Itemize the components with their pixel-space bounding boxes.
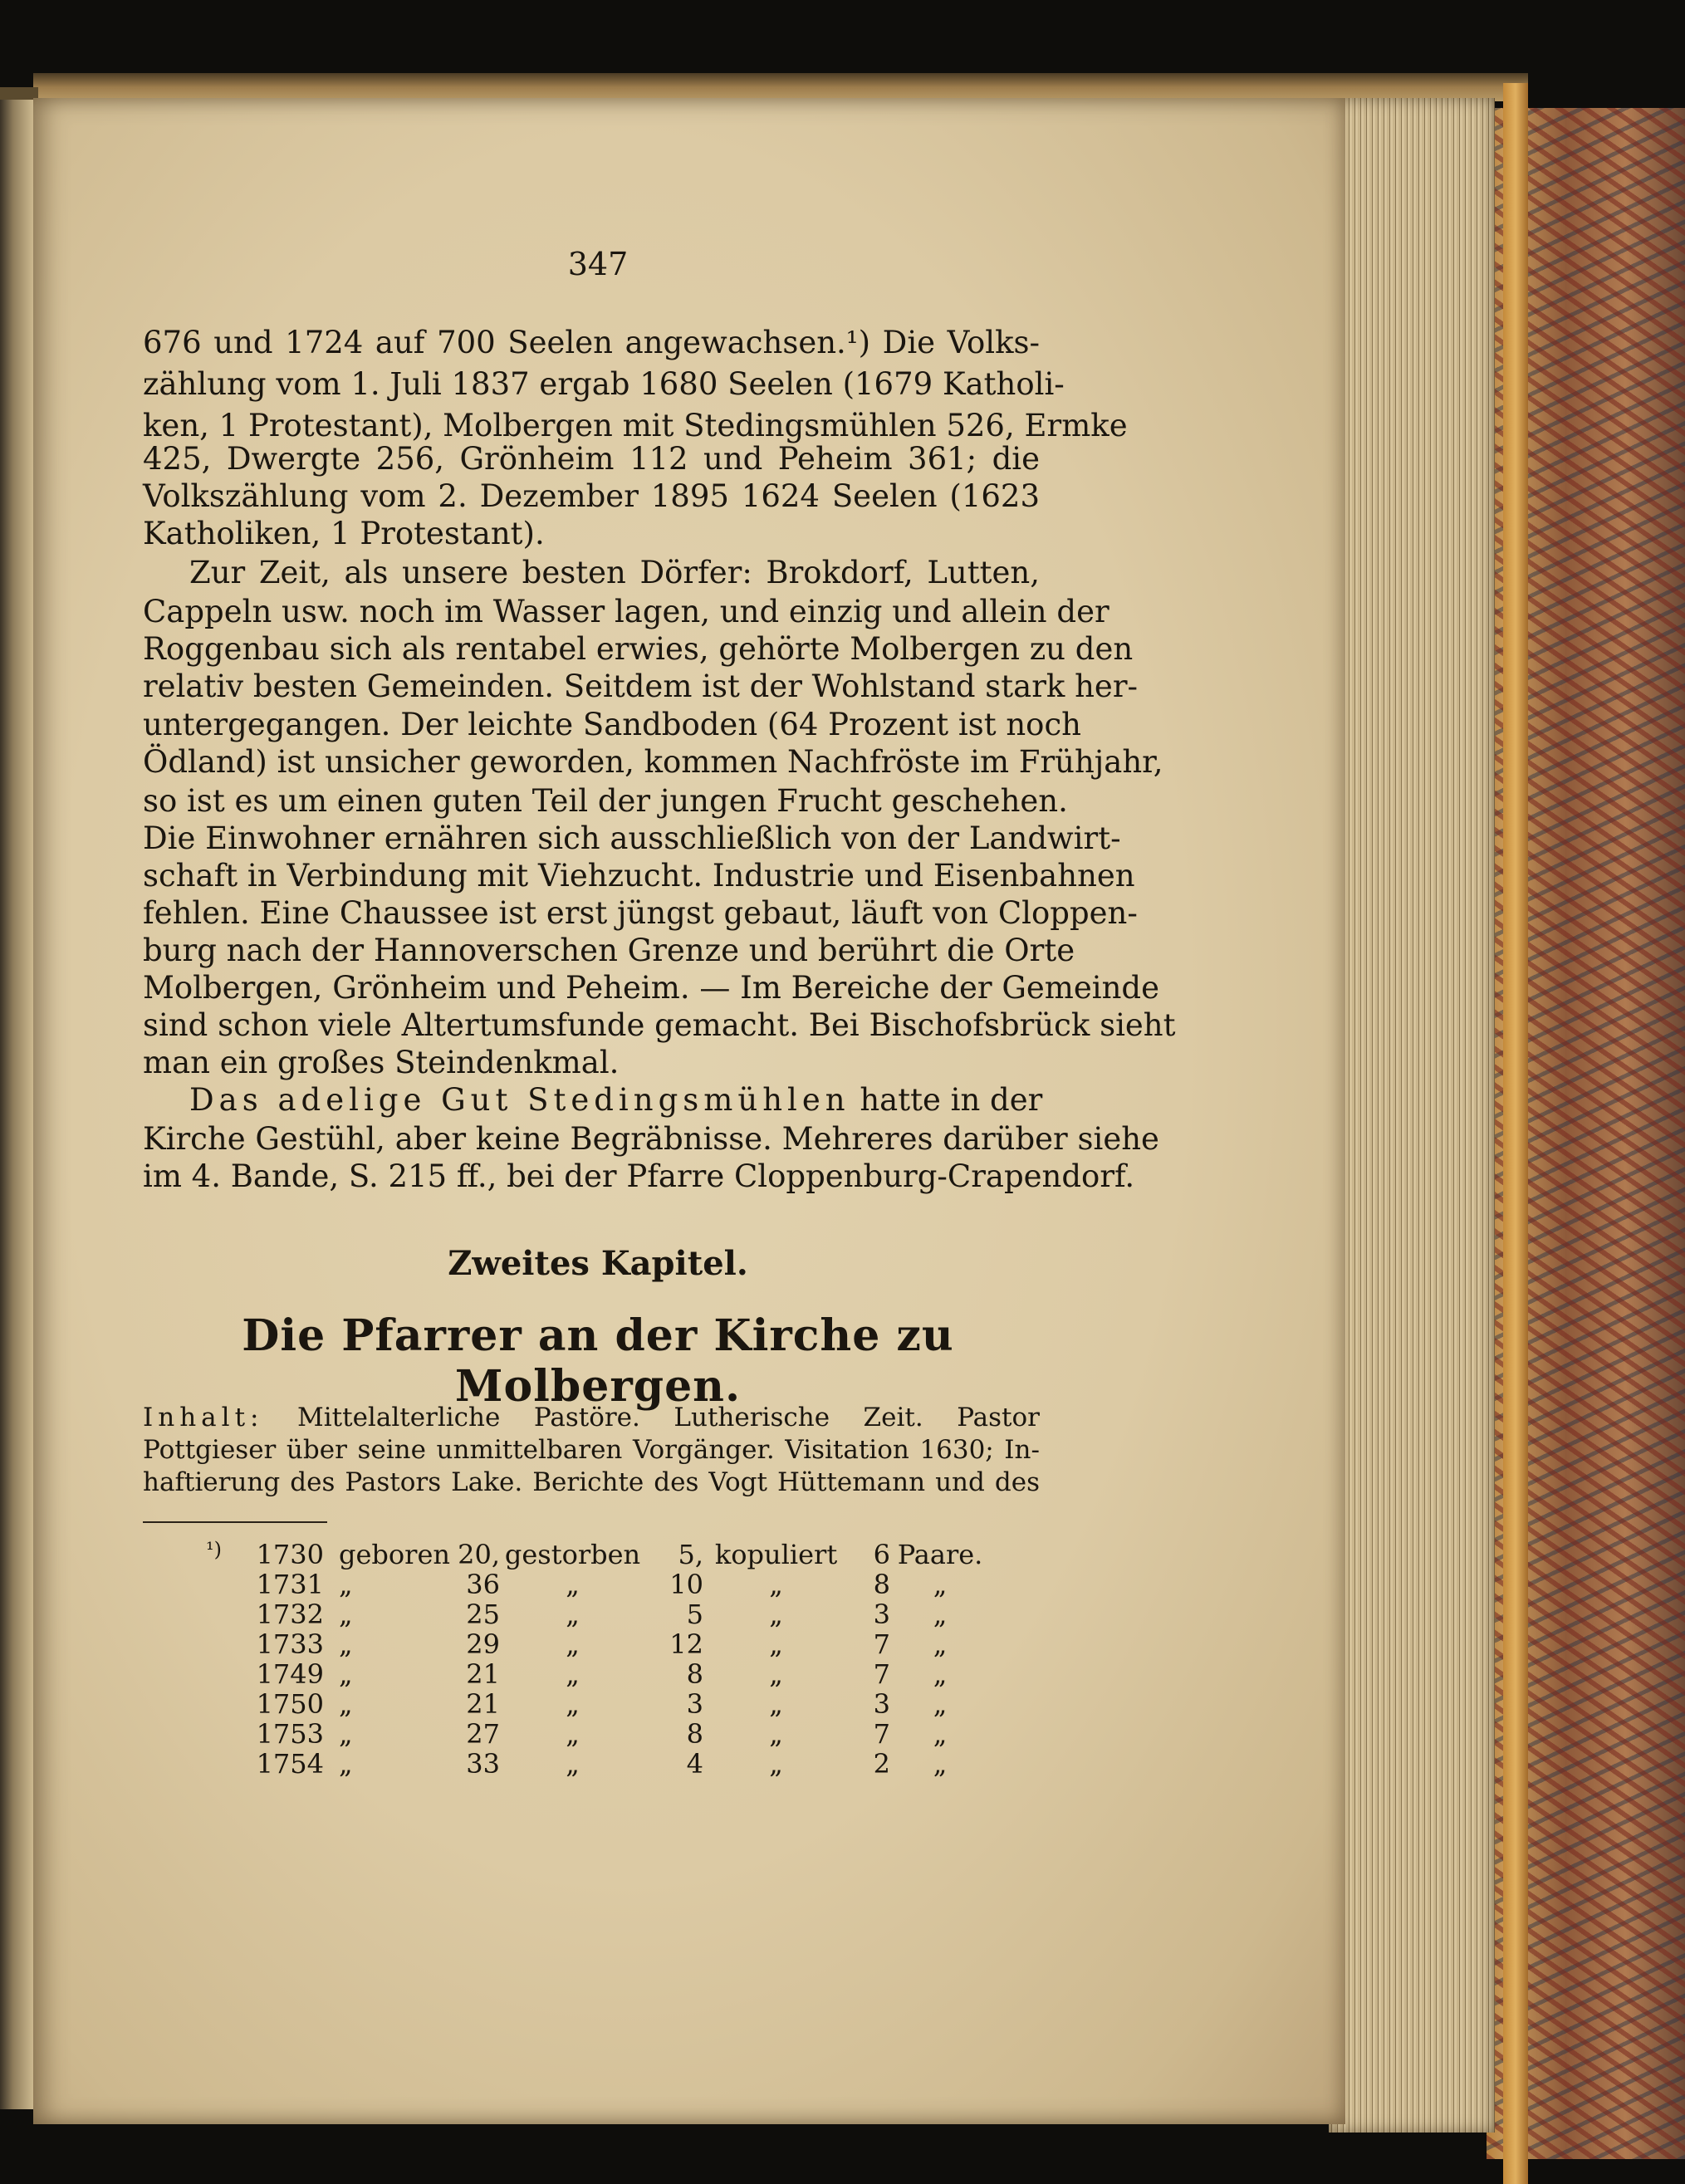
summary-line (143, 1402, 1040, 1433)
text-span: Mittelalterliche Pastöre. Lutherische Zeit. Pastor (263, 1403, 1040, 1432)
footnote-cell-n3: 7 (873, 1658, 891, 1690)
footnote-cell-l3: „ (769, 1599, 783, 1630)
footnote-cell-l4: „ (933, 1718, 948, 1750)
text-line: schaft in Verbindung mit Viehzucht. Industrie und Eisenbahnen (143, 858, 1135, 894)
footnote-cell-l3: „ (769, 1569, 783, 1600)
text-line: Molbergen, Grönheim und Peheim. — Im Bereiche der Gemeinde (143, 970, 1159, 1006)
footnote-table (233, 1540, 990, 1779)
footnote-cell-n3: 6 (873, 1539, 891, 1570)
page-number: 347 (567, 246, 629, 282)
footnote-row (233, 1689, 990, 1719)
footnote-cell-n2: 5 (686, 1599, 704, 1630)
footnote-cell-n2: 10 (669, 1569, 704, 1600)
footnote-cell-year: 1749 (256, 1658, 324, 1690)
footnote-cell-l1: „ (339, 1688, 353, 1720)
footnote-cell-n1: 20, (458, 1539, 501, 1570)
text-line (189, 1080, 1043, 1121)
footnote-cell-l3: kopuliert (714, 1539, 838, 1570)
text-line: Zur Zeit, als unsere besten Dörfer: Brokdorf, Lutten, (189, 555, 1040, 590)
footnote-cell-year: 1732 (256, 1599, 324, 1630)
footnote-cell-n3: 7 (873, 1628, 891, 1660)
summary-line: haftierung des Pastors Lake. Berichte des Vogt Hüttemann und des (143, 1467, 1040, 1497)
chapter-title: Die Pfarrer an der Kirche zu Molbergen. (242, 1310, 954, 1412)
text-line: Roggenbau sich als rentabel erwies, gehörte Molbergen zu den (143, 631, 1134, 667)
footnote-cell-l4: „ (933, 1658, 948, 1690)
footnote-cell-n2: 5, (678, 1539, 704, 1570)
footnote-cell-n2: 4 (686, 1748, 704, 1780)
text-line: man ein großes Steindenkmal. (143, 1045, 620, 1080)
footnote-cell-n1: 36 (466, 1569, 501, 1600)
footnote-cell-l1: „ (339, 1658, 353, 1690)
footnote-cell-l2: „ (566, 1599, 580, 1630)
text-line: zählung vom 1. Juli 1837 ergab 1680 Seelen (1679 Katholi- (143, 366, 1065, 402)
footnote-cell-l1: geboren (339, 1539, 451, 1570)
footnote-row (233, 1599, 990, 1629)
text-span: hatte in der (850, 1082, 1043, 1118)
footnote-cell-l4: Paare. (897, 1539, 983, 1570)
footnote-cell-n2: 12 (669, 1628, 704, 1660)
footnote-cell-l2: „ (566, 1748, 580, 1780)
footnote-cell-year: 1733 (256, 1628, 324, 1660)
footnote-cell-n3: 2 (873, 1748, 891, 1780)
footnote-cell-l1: „ (339, 1569, 353, 1600)
text-line: Volkszählung vom 2. Dezember 1895 1624 Seelen (1623 (143, 478, 1040, 514)
footnote-cell-l2: „ (566, 1688, 580, 1720)
footnote-cell-l1: „ (339, 1599, 353, 1630)
footnote-row (233, 1719, 990, 1749)
footnote-cell-year: 1731 (256, 1569, 324, 1600)
footnote-marker: ¹) (206, 1538, 222, 1561)
text-line: Kirche Gestühl, aber keine Begräbnisse. Mehreres darüber siehe (143, 1121, 1159, 1157)
footnote-cell-n1: 33 (466, 1748, 501, 1780)
text-line: im 4. Bande, S. 215 ff., bei der Pfarre Cloppenburg-Crapendorf. (143, 1158, 1135, 1194)
text-line: fehlen. Eine Chaussee ist erst jüngst gebaut, läuft von Cloppen- (143, 895, 1138, 931)
footnote-cell-l2: gestorben (504, 1539, 641, 1570)
footnote-row (233, 1569, 990, 1599)
summary-label: Inhalt: (143, 1403, 264, 1432)
footnote-cell-n3: 3 (873, 1688, 891, 1720)
footnote-cell-l1: „ (339, 1748, 353, 1780)
footnote-cell-n1: 25 (466, 1599, 501, 1630)
footnote-cell-n3: 3 (873, 1599, 891, 1630)
footnote-cell-l4: „ (933, 1688, 948, 1720)
footnote-cell-l2: „ (566, 1569, 580, 1600)
text-line: ken, 1 Protestant), Molbergen mit Stedingsmühlen 526, Ermke (143, 408, 1128, 443)
chapter-label: Zweites Kapitel. (448, 1244, 748, 1283)
footnote-rule (143, 1521, 327, 1523)
text-line: Ödland) ist unsicher geworden, kommen Nachfröste im Frühjahr, (143, 744, 1163, 780)
text-line: sind schon viele Altertumsfunde gemacht. Bei Bischofsbrück sieht (143, 1007, 1176, 1043)
footnote-cell-l4: „ (933, 1599, 948, 1630)
text-line: untergegangen. Der leichte Sandboden (64 Prozent ist noch (143, 707, 1081, 742)
text-line: Katholiken, 1 Protestant). (143, 516, 545, 551)
footnote-cell-l2: „ (566, 1718, 580, 1750)
footnote-cell-l2: „ (566, 1628, 580, 1660)
footnote-cell-l3: „ (769, 1628, 783, 1660)
summary-line: Pottgieser über seine unmittelbaren Vorgänger. Visitation 1630; In- (143, 1435, 1040, 1465)
footnote-cell-l4: „ (933, 1628, 948, 1660)
footnote-cell-n1: 21 (466, 1688, 501, 1720)
footnote-cell-n2: 8 (686, 1718, 704, 1750)
footnote-row (233, 1659, 990, 1689)
footnote-cell-n1: 27 (466, 1718, 501, 1750)
text-line: relativ besten Gemeinden. Seitdem ist der Wohlstand stark her- (143, 668, 1139, 704)
footnote-cell-l3: „ (769, 1658, 783, 1690)
text-line: so ist es um einen guten Teil der jungen Frucht geschehen. (143, 783, 1068, 819)
footnote-cell-l3: „ (769, 1688, 783, 1720)
text-line: 676 und 1724 auf 700 Seelen angewachsen.¹) Die Volks- (143, 325, 1040, 360)
footnote-cell-n1: 21 (466, 1658, 501, 1690)
spaced-emphasis: Das adelige Gut Stedingsmühlen (189, 1082, 850, 1118)
footnote-cell-year: 1750 (256, 1688, 324, 1720)
text-line: burg nach der Hannoverschen Grenze und berührt die Orte (143, 933, 1075, 968)
footnote-cell-n2: 8 (686, 1658, 704, 1690)
footnote-cell-l1: „ (339, 1628, 353, 1660)
text-line: Cappeln usw. noch im Wasser lagen, und einzig und allein der (143, 594, 1109, 629)
footnote-cell-l4: „ (933, 1748, 948, 1780)
footnote-cell-l4: „ (933, 1569, 948, 1600)
text-line: 425, Dwergte 256, Grönheim 112 und Peheim 361; die (143, 441, 1040, 477)
footnote-cell-n3: 7 (873, 1718, 891, 1750)
footnote-cell-l1: „ (339, 1718, 353, 1750)
footnote-cell-year: 1754 (256, 1748, 324, 1780)
footnote-cell-l2: „ (566, 1658, 580, 1690)
footnote-row (233, 1540, 990, 1569)
footnote-cell-l3: „ (769, 1718, 783, 1750)
footnote-row (233, 1629, 990, 1659)
footnote-cell-n2: 3 (686, 1688, 704, 1720)
footnote-row (233, 1749, 990, 1779)
text-line: Die Einwohner ernähren sich ausschließlich von der Landwirt- (143, 820, 1121, 856)
footnote-cell-year: 1730 (256, 1539, 324, 1570)
footnote-cell-year: 1753 (256, 1718, 324, 1750)
footnote-cell-n1: 29 (466, 1628, 501, 1660)
footnote-cell-n3: 8 (873, 1569, 891, 1600)
footnote-cell-l3: „ (769, 1748, 783, 1780)
